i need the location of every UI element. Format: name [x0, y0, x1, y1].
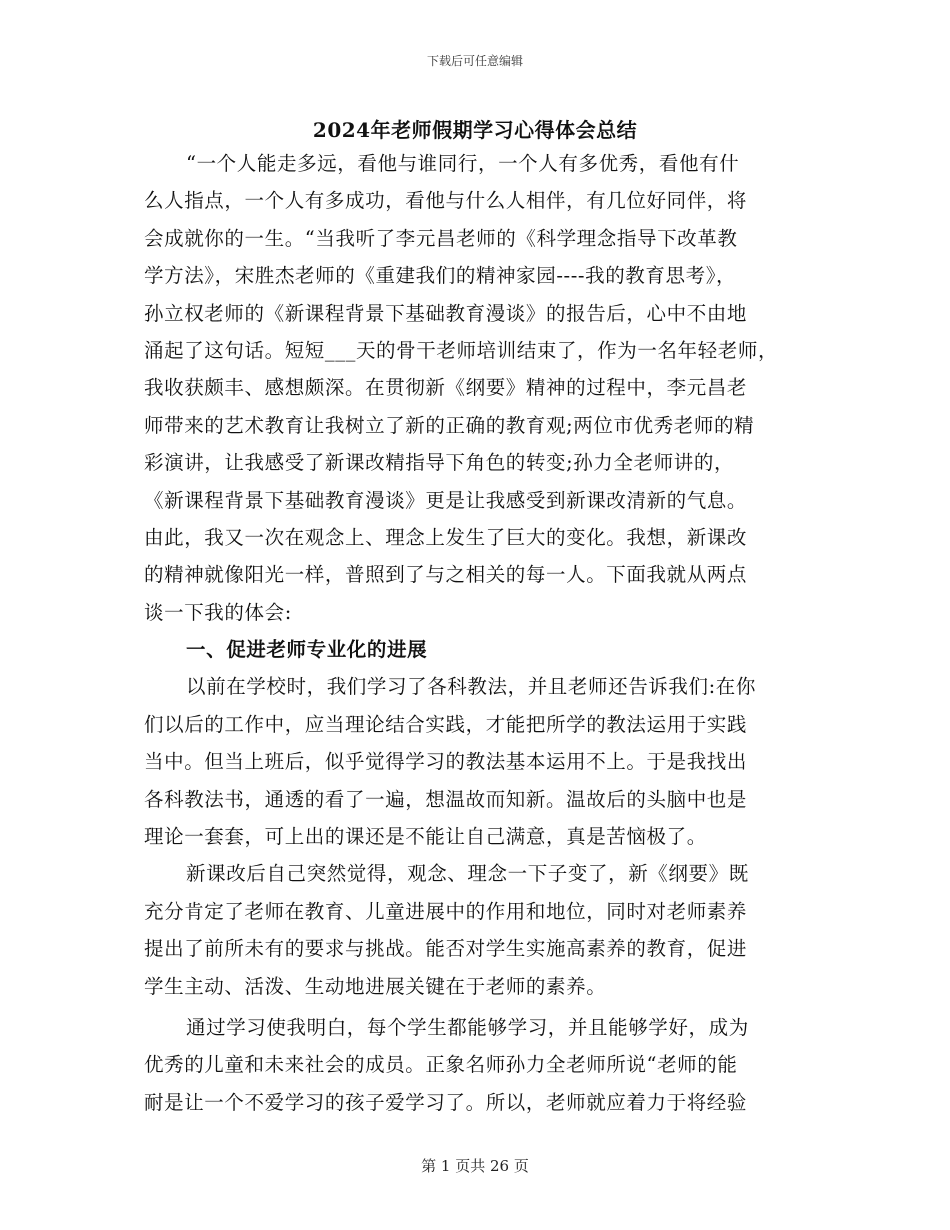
text-line: 优秀的儿童和未来社会的成员。正象名师孙力全老师所说“老师的能 — [144, 1053, 738, 1077]
text-line: 会成就你的一生。“当我听了李元昌老师的《科学理念指导下改革教 — [144, 226, 738, 250]
text-line: 的精神就像阳光一样，普照到了与之相关的每一人。下面我就从两点 — [144, 563, 748, 587]
text-line: 孙立权老师的《新课程背景下基础教育漫谈》的报告后，心中不由地 — [144, 301, 748, 325]
text-line: 我收获颇丰、感想颇深。在贯彻新《纲要》精神的过程中，李元昌老 — [144, 376, 748, 400]
text-line: 师带来的艺术教育让我树立了新的正确的教育观;两位市优秀老师的精 — [144, 413, 755, 437]
text-line: 通过学习使我明白，每个学生都能够学习，并且能够学好，成为 — [186, 1015, 749, 1039]
text-line: 《新课程背景下基础教育漫谈》更是让我感受到新课改清新的气息。 — [144, 488, 748, 512]
section-heading — [144, 631, 804, 668]
text-line: 由此，我又一次在观念上、理念上发生了巨大的变化。我想，新课改 — [144, 525, 748, 549]
text-line: 以前在学校时，我们学习了各科教法，并且老师还告诉我们:在你 — [186, 675, 756, 699]
document-title: 2024年老师假期学习心得体会总结 — [312, 118, 638, 142]
text-line: 当中。但当上班后，似乎觉得学习的教法基本运用不上。于是我找出 — [144, 750, 748, 774]
text-line: 涌起了这句话。短短___天的骨干老师培训结束了，作为一名年轻老师， — [144, 338, 779, 362]
document-body — [144, 145, 804, 1121]
text-line: 各科教法书，通透的看了一遍，想温故而知新。温故后的头脑中也是 — [144, 787, 748, 811]
text-line: 学方法》，宋胜杰老师的《重建我们的精神家园----我的教育思考》， — [144, 264, 737, 288]
paragraph — [144, 855, 804, 1005]
section-heading-text: 一、促进老师专业化的进展 — [186, 638, 428, 662]
text-line: 么人指点，一个人有多成功，看他与什么人相伴，有几位好同伴，将 — [144, 189, 748, 213]
paragraph — [144, 145, 804, 631]
text-line: 理论一套套，可上出的课还是不能让自己满意，真是苦恼极了。 — [144, 825, 707, 849]
text-line: 充分肯定了老师在教育、儿童进展中的作用和地位，同时对老师素养 — [144, 899, 748, 923]
paragraph — [144, 1009, 804, 1121]
text-line: 谈一下我的体会: — [144, 600, 292, 624]
text-line: 彩演讲，让我感受了新课改精指导下角色的转变;孙力全老师讲的， — [144, 451, 735, 475]
text-line: 耐是让一个不爱学习的孩子爱学习了。所以，老师就应着力于将经验 — [144, 1090, 748, 1114]
text-line: 提出了前所未有的要求与挑战。能否对学生实施高素养的教育，促进 — [144, 937, 748, 961]
header-note: 下载后可任意编辑 — [426, 54, 523, 68]
text-line: “一个人能走多远，看他与谁同行，一个人有多优秀，看他有什 — [186, 152, 740, 175]
text-line: 们以后的工作中，应当理论结合实践，才能把所学的教法运用于实践 — [144, 712, 748, 736]
page-footer: 第 1 页共 26 页 — [421, 1157, 529, 1175]
text-line: 学生主动、活泼、生动地进展关键在于老师的素养。 — [144, 974, 607, 998]
paragraph — [144, 668, 804, 855]
text-line: 新课改后自己突然觉得，观念、理念一下子变了，新《纲要》既 — [186, 862, 749, 886]
